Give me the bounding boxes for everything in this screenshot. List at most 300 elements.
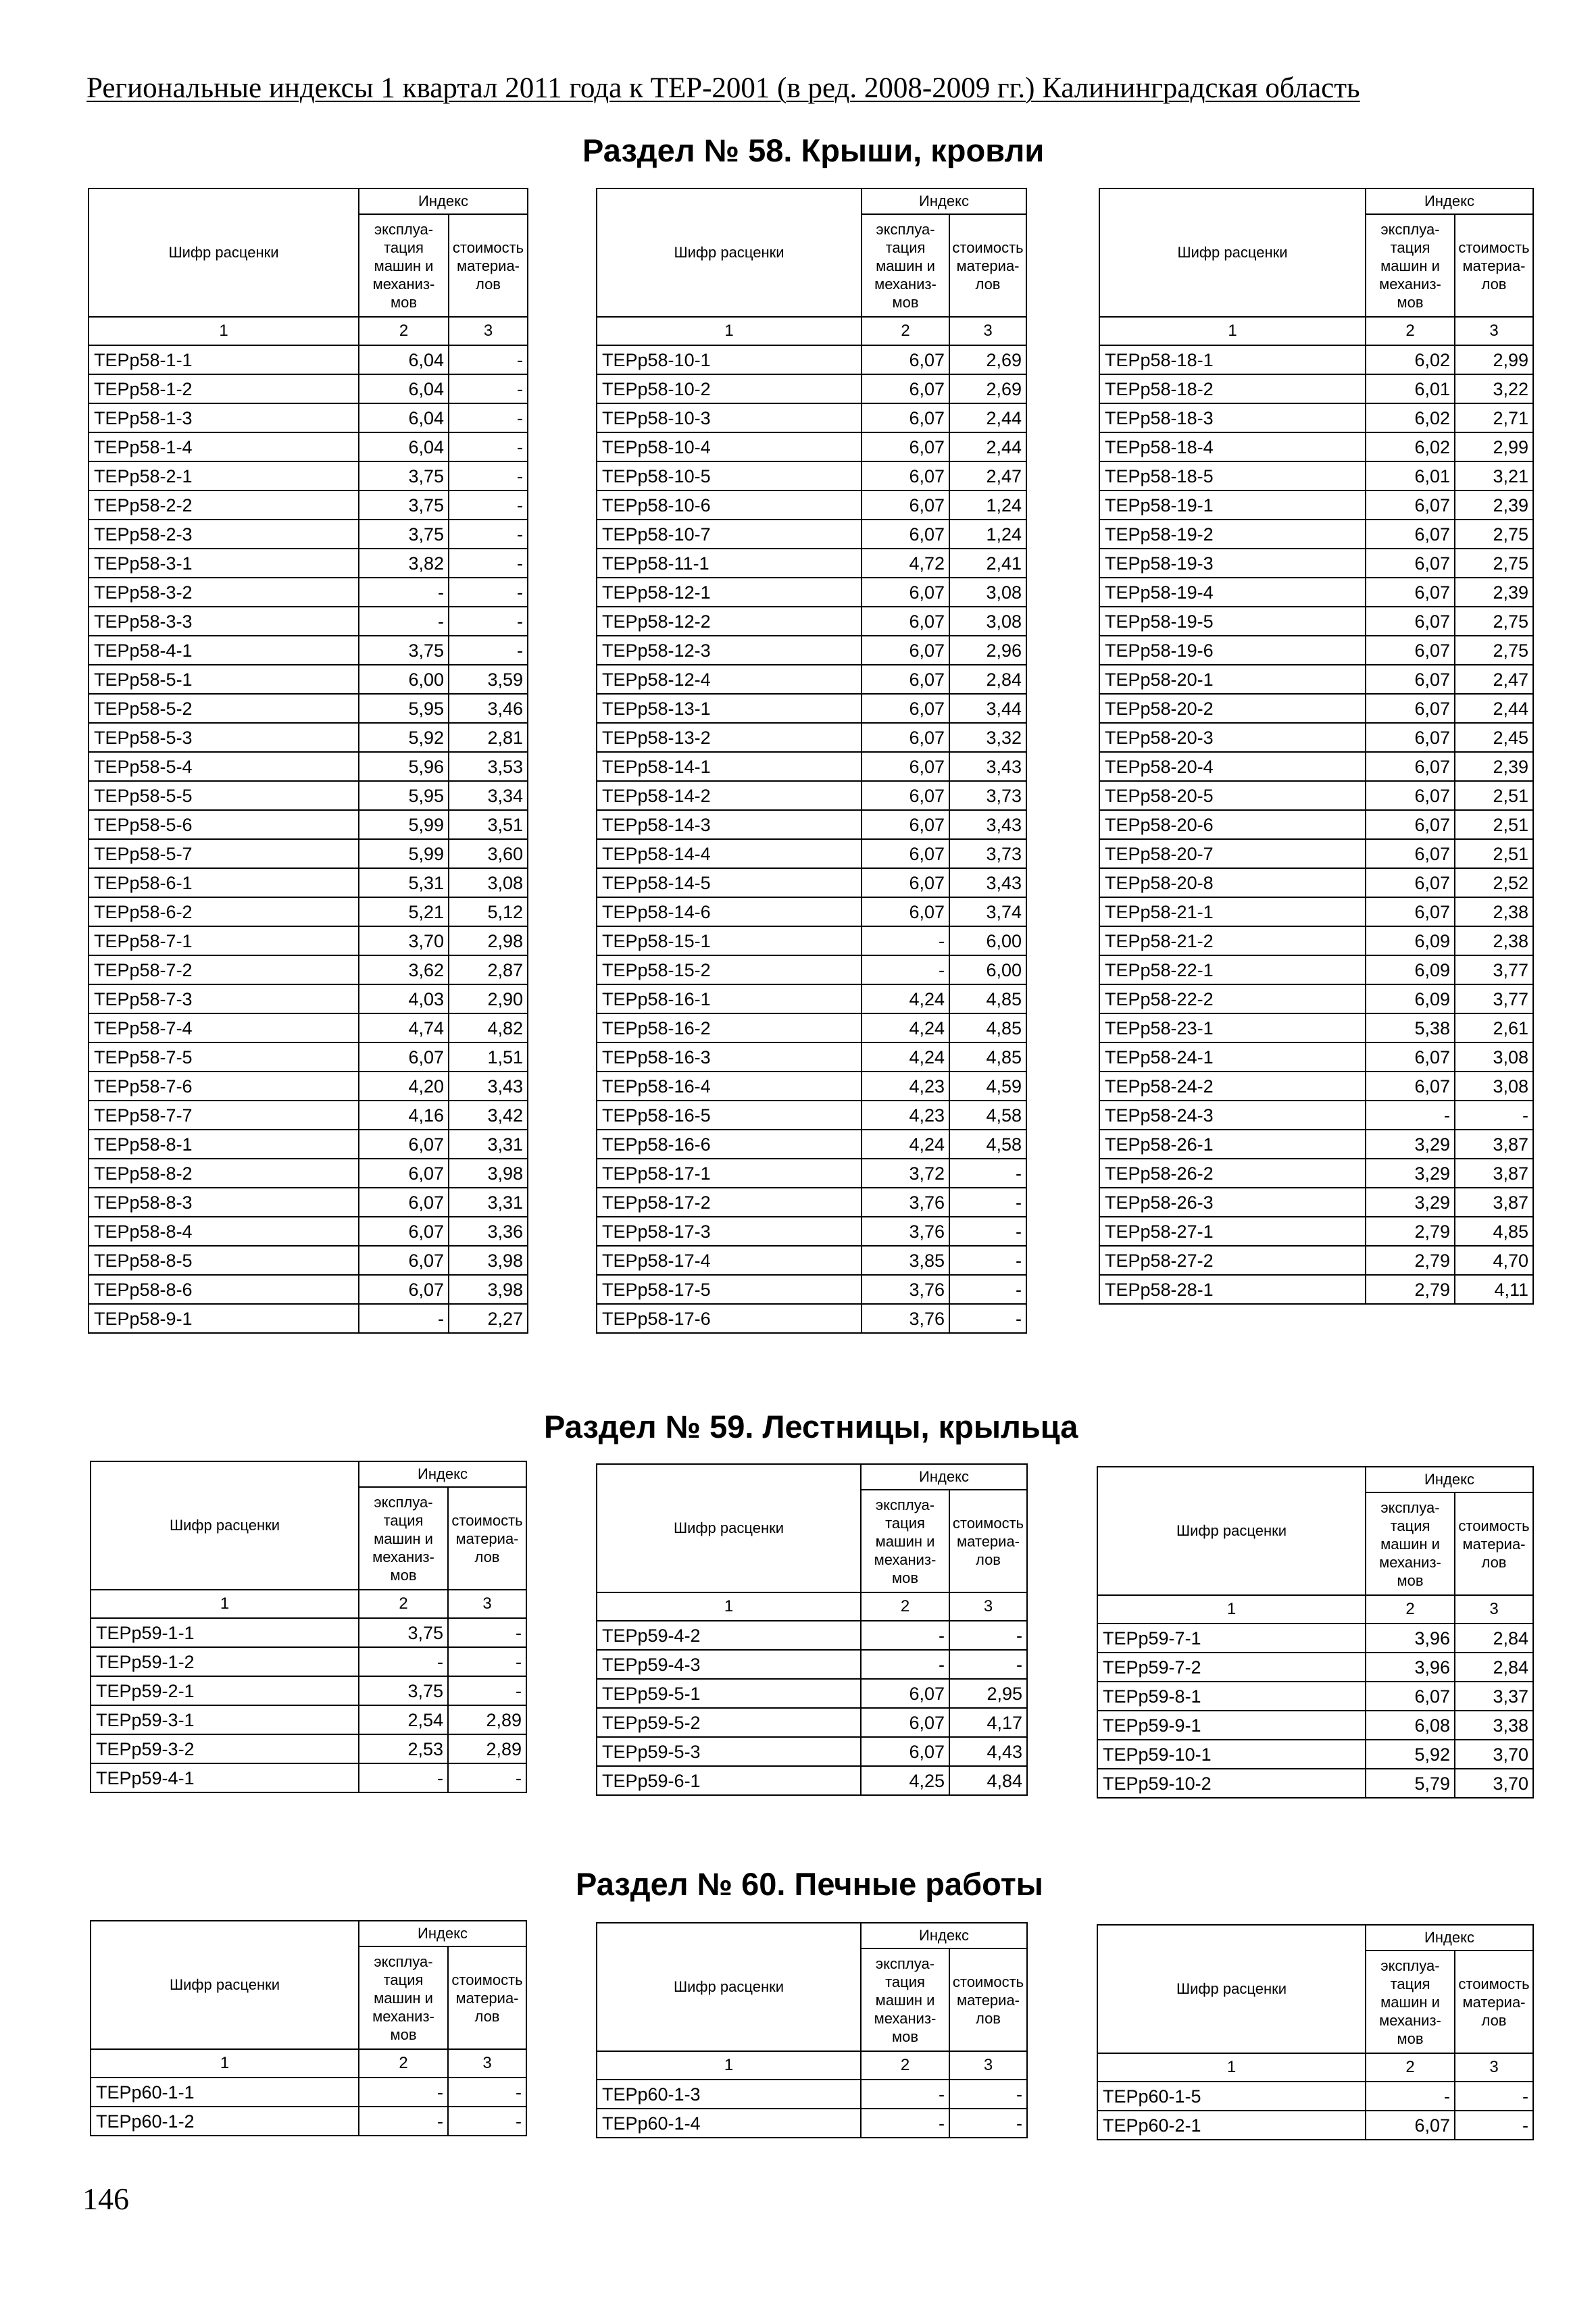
machines-index-cell: 6,07	[1366, 2111, 1455, 2140]
machines-index-cell: 6,07	[1366, 491, 1455, 520]
machines-index-cell: -	[861, 2109, 949, 2138]
materials-index-cell: 2,61	[1455, 1013, 1533, 1042]
materials-index-cell: 2,52	[1455, 868, 1533, 897]
machines-index-cell: 6,07	[1366, 752, 1455, 781]
materials-index-cell: 2,69	[949, 374, 1026, 403]
table-row	[597, 1621, 1027, 1650]
rate-code-cell: ТЕРр59-8-1	[1097, 1682, 1366, 1711]
table-row	[91, 1618, 526, 1647]
materials-index-cell: -	[949, 1621, 1027, 1650]
rate-code-cell: ТЕРр58-10-7	[597, 520, 862, 549]
materials-index-cell: -	[449, 461, 528, 491]
rate-code-cell: ТЕРр58-3-2	[89, 578, 359, 607]
machines-index-cell: 4,03	[359, 984, 449, 1013]
materials-index-cell: 2,98	[449, 926, 528, 955]
rate-code-cell: ТЕРр58-8-4	[89, 1217, 359, 1246]
rate-code-cell: ТЕРр59-1-1	[91, 1618, 359, 1647]
table-row	[1099, 1217, 1533, 1246]
rate-code-cell: ТЕРр58-18-1	[1099, 345, 1366, 374]
table-row	[89, 1072, 528, 1101]
machines-index-cell: 4,24	[862, 984, 949, 1013]
materials-index-cell: -	[1455, 2082, 1533, 2111]
materials-index-cell: 2,95	[949, 1679, 1027, 1708]
machines-column-header: эксплуа- тация машин и механиз- мов	[1366, 1951, 1455, 2053]
machines-index-cell: 2,79	[1366, 1217, 1455, 1246]
table-row	[1099, 403, 1533, 432]
rate-code-cell: ТЕРр58-16-2	[597, 1013, 862, 1042]
machines-index-cell: 6,07	[1366, 1042, 1455, 1072]
rate-code-cell: ТЕРр58-11-1	[597, 549, 862, 578]
materials-index-cell: 2,75	[1455, 607, 1533, 636]
rate-code-cell: ТЕРр58-7-4	[89, 1013, 359, 1042]
rate-code-cell: ТЕРр58-17-2	[597, 1188, 862, 1217]
machines-index-cell: 3,75	[359, 636, 449, 665]
materials-index-cell: 2,38	[1455, 897, 1533, 926]
machines-index-cell: 6,07	[862, 665, 949, 694]
machines-index-cell: 6,07	[861, 1708, 949, 1737]
column-number: 3	[449, 317, 528, 345]
materials-index-cell: -	[448, 2078, 526, 2107]
materials-index-cell: -	[448, 1618, 526, 1647]
materials-index-cell: 3,44	[949, 694, 1026, 723]
machines-index-cell: 4,20	[359, 1072, 449, 1101]
index-column-header: Индекс	[1366, 1925, 1533, 1951]
materials-index-cell: 3,73	[949, 781, 1026, 810]
materials-index-cell: -	[949, 1275, 1026, 1304]
table-row	[1099, 839, 1533, 868]
rate-code-cell: ТЕРр58-12-1	[597, 578, 862, 607]
machines-index-cell: 6,07	[862, 345, 949, 374]
materials-index-cell: 2,45	[1455, 723, 1533, 752]
rate-code-cell: ТЕРр58-12-4	[597, 665, 862, 694]
materials-index-cell: 3,37	[1455, 1682, 1533, 1711]
rate-code-cell: ТЕРр58-7-5	[89, 1042, 359, 1072]
machines-index-cell: 3,76	[862, 1188, 949, 1217]
page-number: 146	[82, 2182, 129, 2216]
materials-index-cell: 4,70	[1455, 1246, 1533, 1275]
materials-index-cell: 3,22	[1455, 374, 1533, 403]
table-row	[89, 345, 528, 374]
materials-index-cell: -	[449, 374, 528, 403]
machines-index-cell: -	[862, 926, 949, 955]
rate-table-58-2	[596, 188, 1027, 1334]
column-number: 3	[949, 317, 1026, 345]
materials-index-cell: 4,84	[949, 1766, 1027, 1795]
materials-index-cell: 4,85	[949, 984, 1026, 1013]
machines-index-cell: 4,23	[862, 1101, 949, 1130]
machines-index-cell: 6,01	[1366, 374, 1455, 403]
rate-code-cell: ТЕРр58-5-1	[89, 665, 359, 694]
materials-index-cell: 3,60	[449, 839, 528, 868]
materials-index-cell: -	[448, 1647, 526, 1676]
machines-index-cell: 6,07	[359, 1246, 449, 1275]
materials-index-cell: -	[949, 2109, 1027, 2138]
machines-column-header: эксплуа- тация машин и механиз- мов	[359, 214, 449, 317]
table-row	[1099, 897, 1533, 926]
table-row	[597, 549, 1026, 578]
materials-index-cell: 3,32	[949, 723, 1026, 752]
materials-index-cell: 3,31	[449, 1188, 528, 1217]
index-column-header: Индекс	[1366, 1467, 1533, 1492]
rate-code-cell: ТЕРр60-1-3	[597, 2080, 861, 2109]
rate-code-cell: ТЕРр58-17-3	[597, 1217, 862, 1246]
machines-index-cell: 3,96	[1366, 1653, 1455, 1682]
table-row	[89, 955, 528, 984]
rate-code-cell: ТЕРр59-10-2	[1097, 1769, 1366, 1798]
rate-code-cell: ТЕРр58-19-3	[1099, 549, 1366, 578]
materials-index-cell: 3,38	[1455, 1711, 1533, 1740]
materials-index-cell: 3,08	[949, 578, 1026, 607]
table-row	[597, 752, 1026, 781]
materials-index-cell: 3,51	[449, 810, 528, 839]
rate-code-cell: ТЕРр59-7-2	[1097, 1653, 1366, 1682]
rate-code-cell: ТЕРр58-26-1	[1099, 1130, 1366, 1159]
materials-index-cell: 3,70	[1455, 1769, 1533, 1798]
machines-index-cell: 5,99	[359, 810, 449, 839]
machines-index-cell: 3,75	[359, 491, 449, 520]
materials-index-cell: 4,58	[949, 1101, 1026, 1130]
rate-code-cell: ТЕРр58-2-1	[89, 461, 359, 491]
table-row	[597, 723, 1026, 752]
materials-index-cell: -	[449, 491, 528, 520]
table-row	[1099, 432, 1533, 461]
table-row	[1097, 1740, 1533, 1769]
materials-index-cell: 3,08	[1455, 1072, 1533, 1101]
machines-index-cell: 6,02	[1366, 432, 1455, 461]
machines-index-cell: 3,75	[359, 520, 449, 549]
table-row	[597, 578, 1026, 607]
materials-index-cell: -	[449, 636, 528, 665]
rate-code-cell: ТЕРр58-19-4	[1099, 578, 1366, 607]
rate-code-cell: ТЕРр58-1-3	[89, 403, 359, 432]
rate-code-cell: ТЕРр60-2-1	[1097, 2111, 1366, 2140]
table-row	[1099, 752, 1533, 781]
table-row	[597, 984, 1026, 1013]
rate-code-cell: ТЕРр58-7-2	[89, 955, 359, 984]
materials-index-cell: 4,43	[949, 1737, 1027, 1766]
materials-column-header: стоимость материа- лов	[448, 1946, 526, 2049]
machines-index-cell: 6,07	[861, 1679, 949, 1708]
table-row	[1099, 781, 1533, 810]
machines-index-cell: 6,02	[1366, 345, 1455, 374]
machines-index-cell: 6,07	[1366, 636, 1455, 665]
machines-index-cell: 4,24	[862, 1042, 949, 1072]
rate-code-cell: ТЕРр58-12-3	[597, 636, 862, 665]
rate-code-cell: ТЕРр58-3-1	[89, 549, 359, 578]
materials-index-cell: 2,51	[1455, 810, 1533, 839]
table-row	[1099, 1159, 1533, 1188]
rate-code-cell: ТЕРр59-5-3	[597, 1737, 861, 1766]
rate-code-cell: ТЕРр58-10-2	[597, 374, 862, 403]
machines-index-cell: 6,07	[862, 694, 949, 723]
materials-index-cell: 5,12	[449, 897, 528, 926]
table-row	[1097, 1711, 1533, 1740]
column-number: 2	[1366, 317, 1455, 345]
column-number: 2	[359, 2049, 448, 2078]
machines-index-cell: 4,23	[862, 1072, 949, 1101]
materials-index-cell: 2,44	[949, 403, 1026, 432]
column-number: 3	[1455, 317, 1533, 345]
materials-column-header: стоимость материа- лов	[1455, 1492, 1533, 1595]
materials-index-cell: 3,70	[1455, 1740, 1533, 1769]
materials-index-cell: 3,74	[949, 897, 1026, 926]
machines-index-cell: -	[359, 2078, 448, 2107]
column-number: 1	[597, 317, 862, 345]
column-number: 1	[1097, 1595, 1366, 1624]
rate-code-cell: ТЕРр58-19-5	[1099, 607, 1366, 636]
materials-index-cell: 3,31	[449, 1130, 528, 1159]
table-row	[597, 1013, 1026, 1042]
machines-index-cell: 6,07	[862, 810, 949, 839]
table-row	[597, 955, 1026, 984]
rate-code-cell: ТЕРр58-6-1	[89, 868, 359, 897]
table-row	[89, 868, 528, 897]
index-column-header: Индекс	[862, 188, 1026, 214]
machines-index-cell: 5,95	[359, 781, 449, 810]
column-number: 1	[597, 2051, 861, 2080]
rate-code-cell: ТЕРр58-18-5	[1099, 461, 1366, 491]
table-row	[597, 607, 1026, 636]
machines-index-cell: 6,07	[359, 1188, 449, 1217]
machines-index-cell: 3,85	[862, 1246, 949, 1275]
machines-column-header: эксплуа- тация машин и механиз- мов	[1366, 1492, 1455, 1595]
rate-code-cell: ТЕРр58-20-5	[1099, 781, 1366, 810]
materials-index-cell: 2,89	[448, 1734, 526, 1763]
machines-index-cell: 6,07	[862, 520, 949, 549]
rate-code-cell: ТЕРр58-6-2	[89, 897, 359, 926]
machines-index-cell: 3,82	[359, 549, 449, 578]
table-row	[597, 1304, 1026, 1333]
materials-index-cell: -	[449, 403, 528, 432]
rate-code-cell: ТЕРр58-24-1	[1099, 1042, 1366, 1072]
table-row	[597, 810, 1026, 839]
rate-code-cell: ТЕРр58-2-2	[89, 491, 359, 520]
materials-index-cell: 2,51	[1455, 839, 1533, 868]
column-number: 3	[448, 1590, 526, 1618]
column-number: 2	[861, 2051, 949, 2080]
table-row	[597, 1072, 1026, 1101]
rate-code-cell: ТЕРр58-22-2	[1099, 984, 1366, 1013]
table-row	[89, 810, 528, 839]
machines-index-cell: 6,07	[1366, 578, 1455, 607]
rate-code-cell: ТЕРр58-26-2	[1099, 1159, 1366, 1188]
machines-column-header: эксплуа- тация машин и механиз- мов	[861, 1490, 949, 1592]
rate-code-cell: ТЕРр58-17-6	[597, 1304, 862, 1333]
rate-code-cell: ТЕРр58-17-1	[597, 1159, 862, 1188]
rate-code-cell: ТЕРр58-5-2	[89, 694, 359, 723]
rate-code-cell: ТЕРр58-24-2	[1099, 1072, 1366, 1101]
machines-index-cell: 6,07	[1366, 1682, 1455, 1711]
machines-index-cell: 3,70	[359, 926, 449, 955]
materials-index-cell: 2,99	[1455, 345, 1533, 374]
rate-code-cell: ТЕРр58-14-5	[597, 868, 862, 897]
table-row	[597, 868, 1026, 897]
materials-index-cell: -	[949, 1304, 1026, 1333]
machines-index-cell: 3,29	[1366, 1159, 1455, 1188]
machines-index-cell: 6,07	[1366, 1072, 1455, 1101]
materials-index-cell: -	[449, 578, 528, 607]
rate-code-cell: ТЕРр58-10-1	[597, 345, 862, 374]
machines-index-cell: 6,07	[1366, 810, 1455, 839]
table-row	[1097, 2111, 1533, 2140]
table-row	[1099, 636, 1533, 665]
rate-code-cell: ТЕРр58-19-2	[1099, 520, 1366, 549]
rate-code-cell: ТЕРр59-6-1	[597, 1766, 861, 1795]
materials-index-cell: 2,75	[1455, 636, 1533, 665]
materials-index-cell: -	[449, 607, 528, 636]
column-number: 3	[1455, 2053, 1533, 2082]
table-row	[1099, 926, 1533, 955]
table-row	[89, 578, 528, 607]
machines-index-cell: 5,79	[1366, 1769, 1455, 1798]
rate-code-cell: ТЕРр58-21-2	[1099, 926, 1366, 955]
machines-index-cell: 6,07	[1366, 694, 1455, 723]
materials-index-cell: 2,75	[1455, 520, 1533, 549]
materials-index-cell: -	[448, 1763, 526, 1792]
table-row	[1099, 1130, 1533, 1159]
materials-index-cell: 4,85	[1455, 1217, 1533, 1246]
rate-code-cell: ТЕРр58-22-1	[1099, 955, 1366, 984]
rate-code-cell: ТЕРр58-27-2	[1099, 1246, 1366, 1275]
materials-index-cell: -	[448, 2107, 526, 2136]
rate-code-cell: ТЕРр58-28-1	[1099, 1275, 1366, 1304]
materials-index-cell: 3,08	[1455, 1042, 1533, 1072]
table-row	[1099, 491, 1533, 520]
table-row	[89, 432, 528, 461]
table-row	[1099, 1275, 1533, 1304]
materials-index-cell: -	[949, 1246, 1026, 1275]
machines-index-cell: 3,75	[359, 1618, 448, 1647]
machines-index-cell: 5,96	[359, 752, 449, 781]
materials-index-cell: -	[449, 549, 528, 578]
code-column-header: Шифр расценки	[89, 188, 359, 317]
table-row	[597, 1188, 1026, 1217]
materials-index-cell: 4,85	[949, 1042, 1026, 1072]
rate-code-cell: ТЕРр60-1-4	[597, 2109, 861, 2138]
column-number: 1	[597, 1592, 861, 1621]
rate-code-cell: ТЕРр58-14-3	[597, 810, 862, 839]
machines-column-header: эксплуа- тация машин и механиз- мов	[359, 1487, 448, 1590]
table-row	[1099, 578, 1533, 607]
table-row	[89, 403, 528, 432]
machines-index-cell: -	[862, 955, 949, 984]
rate-code-cell: ТЕРр59-4-2	[597, 1621, 861, 1650]
rate-table-59-3	[1097, 1466, 1534, 1799]
materials-index-cell: 2,87	[449, 955, 528, 984]
rate-code-cell: ТЕРр58-3-3	[89, 607, 359, 636]
rate-code-cell: ТЕРр59-4-1	[91, 1763, 359, 1792]
rate-code-cell: ТЕРр58-18-3	[1099, 403, 1366, 432]
table-row	[89, 723, 528, 752]
table-row	[1099, 345, 1533, 374]
table-row	[597, 520, 1026, 549]
table-row	[89, 1013, 528, 1042]
rate-code-cell: ТЕРр58-4-1	[89, 636, 359, 665]
machines-index-cell: 6,04	[359, 432, 449, 461]
materials-index-cell: 3,73	[949, 839, 1026, 868]
materials-index-cell: 3,42	[449, 1101, 528, 1130]
machines-index-cell: 6,07	[862, 607, 949, 636]
machines-index-cell: 6,07	[862, 461, 949, 491]
materials-index-cell: 2,84	[1455, 1653, 1533, 1682]
table-row	[597, 345, 1026, 374]
table-row	[597, 2109, 1027, 2138]
table-row	[597, 1679, 1027, 1708]
materials-index-cell: 3,46	[449, 694, 528, 723]
table-row	[89, 1130, 528, 1159]
materials-index-cell: 2,71	[1455, 403, 1533, 432]
table-row	[597, 403, 1026, 432]
rate-code-cell: ТЕРр58-10-6	[597, 491, 862, 520]
table-row	[1099, 1246, 1533, 1275]
materials-index-cell: 2,39	[1455, 491, 1533, 520]
machines-index-cell: 6,07	[1366, 665, 1455, 694]
rate-code-cell: ТЕРр58-14-6	[597, 897, 862, 926]
table-row	[1097, 1624, 1533, 1653]
materials-index-cell: 2,90	[449, 984, 528, 1013]
materials-index-cell: 4,58	[949, 1130, 1026, 1159]
materials-index-cell: 3,21	[1455, 461, 1533, 491]
table-row	[597, 1275, 1026, 1304]
table-row	[91, 2107, 526, 2136]
rate-code-cell: ТЕРр58-13-1	[597, 694, 862, 723]
machines-index-cell: 5,99	[359, 839, 449, 868]
rate-code-cell: ТЕРр58-26-3	[1099, 1188, 1366, 1217]
column-number: 2	[1366, 2053, 1455, 2082]
column-number: 2	[1366, 1595, 1455, 1624]
rate-code-cell: ТЕРр58-8-6	[89, 1275, 359, 1304]
materials-column-header: стоимость материа- лов	[949, 1490, 1027, 1592]
machines-index-cell: 3,76	[862, 1304, 949, 1333]
machines-index-cell: 6,07	[359, 1042, 449, 1072]
table-row	[89, 694, 528, 723]
table-row	[89, 374, 528, 403]
table-row	[1097, 1769, 1533, 1798]
materials-index-cell: 4,59	[949, 1072, 1026, 1101]
table-row	[89, 839, 528, 868]
materials-index-cell: 3,08	[949, 607, 1026, 636]
table-row	[89, 636, 528, 665]
rate-code-cell: ТЕРр58-8-2	[89, 1159, 359, 1188]
machines-index-cell: 3,75	[359, 1676, 448, 1705]
materials-index-cell: 2,84	[949, 665, 1026, 694]
rate-code-cell: ТЕРр59-3-2	[91, 1734, 359, 1763]
materials-index-cell: -	[1455, 1101, 1533, 1130]
machines-index-cell: 6,07	[1366, 897, 1455, 926]
table-row	[89, 1217, 528, 1246]
rate-code-cell: ТЕРр58-15-1	[597, 926, 862, 955]
code-column-header: Шифр расценки	[597, 1464, 861, 1592]
materials-index-cell: 4,85	[949, 1013, 1026, 1042]
materials-index-cell: 1,24	[949, 491, 1026, 520]
rate-code-cell: ТЕРр58-1-4	[89, 432, 359, 461]
machines-index-cell: 5,38	[1366, 1013, 1455, 1042]
rate-code-cell: ТЕРр59-10-1	[1097, 1740, 1366, 1769]
rate-code-cell: ТЕРр58-1-2	[89, 374, 359, 403]
machines-index-cell: 2,54	[359, 1705, 448, 1734]
materials-index-cell: 2,47	[1455, 665, 1533, 694]
materials-index-cell: 2,39	[1455, 752, 1533, 781]
table-row	[91, 1734, 526, 1763]
column-number: 3	[448, 2049, 526, 2078]
rate-code-cell: ТЕРр58-5-5	[89, 781, 359, 810]
materials-index-cell: 3,77	[1455, 984, 1533, 1013]
table-row	[597, 1708, 1027, 1737]
rate-code-cell: ТЕРр59-3-1	[91, 1705, 359, 1734]
materials-index-cell: 3,34	[449, 781, 528, 810]
machines-index-cell: 6,07	[359, 1130, 449, 1159]
materials-index-cell: 3,87	[1455, 1130, 1533, 1159]
